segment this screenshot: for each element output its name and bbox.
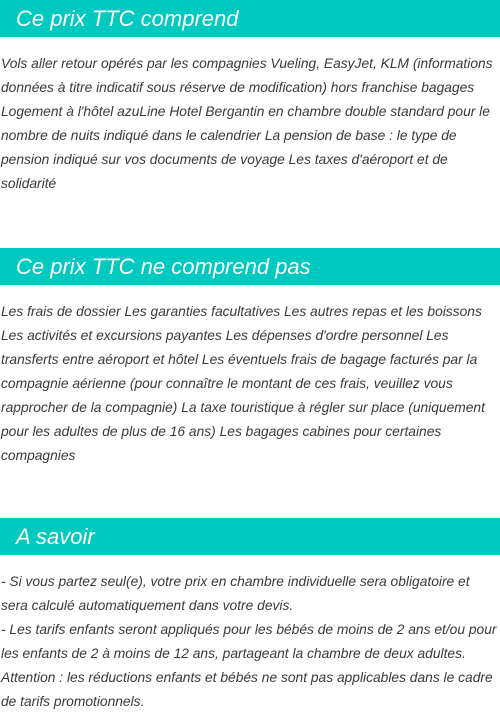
- section-body: [0, 52, 500, 196]
- section-paragraph: Vols aller retour opérés par les compagnies Vueling, EasyJet, KLM (informations données à titre indicatif sous réserve de modification) hors franchise bagages Logement à l'hôtel azuLine Hotel Bergantin en chambre double standard pour le nombre de nuits indiqué dans le calendrier La pension de base : le type de pension indiqué sur vos documents de voyage Les taxes d'aéroport et de solidarité: [1, 56, 493, 191]
- section-title: A savoir: [0, 518, 500, 555]
- section-title: Ce prix TTC comprend: [0, 0, 500, 37]
- section-body: [0, 300, 500, 468]
- section-paragraph: - Les tarifs enfants seront appliqués pour les bébés de moins de 2 ans et/ou pour les enfants de 2 à moins de 12 ans, partageant la chambre de deux adultes. Attention : les réductions enfants et bébés ne sont pas applicables dans le cadre de tarifs promotionnels.: [1, 622, 497, 709]
- section-body: [0, 570, 500, 714]
- section-price-includes: [0, 0, 500, 196]
- section-price-excludes: [0, 248, 500, 468]
- section-title: Ce prix TTC ne comprend pas: [0, 248, 500, 285]
- section-good-to-know: [0, 518, 500, 714]
- section-paragraph: - Si vous partez seul(e), votre prix en chambre individuelle sera obligatoire et sera calculé automatiquement dans votre devis.: [1, 574, 470, 613]
- section-paragraph: Les frais de dossier Les garanties facultatives Les autres repas et les boissons Les activités et excursions payantes Les dépenses d'ordre personnel Les transferts entre aéroport et hôtel Les éventuels frais de bagage facturés par la compagnie aérienne (pour connaître le montant de ces frais, veuillez vous rapprocher de la compagnie) La taxe touristique à régler sur place (uniquement pour les adultes de plus de 16 ans) Les bagages cabines pour certaines compagnies: [1, 304, 485, 463]
